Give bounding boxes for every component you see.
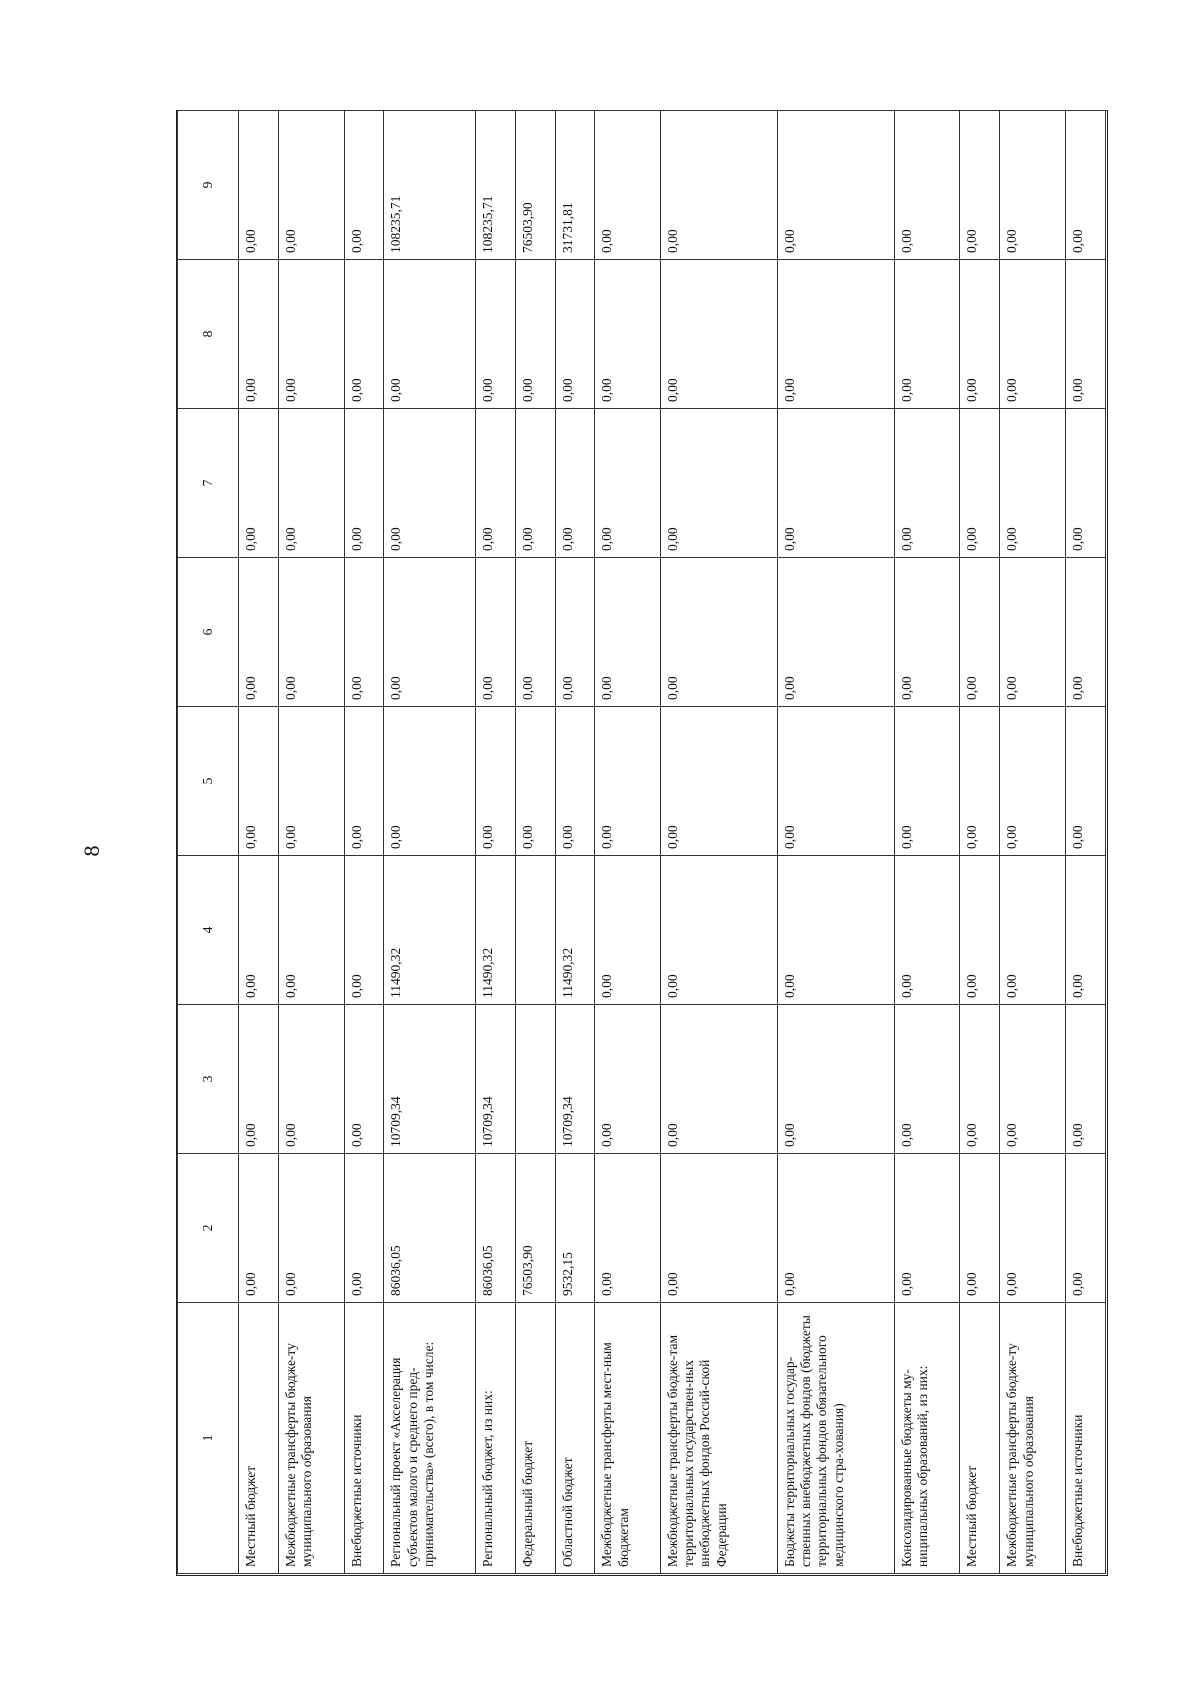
column-header: 1 <box>178 1303 239 1574</box>
table-cell: 0,00 <box>384 558 475 707</box>
table-cell <box>515 856 555 1005</box>
table-cell: 0,00 <box>894 1154 960 1303</box>
table-cell: 0,00 <box>595 856 661 1005</box>
table-cell: 0,00 <box>894 1005 960 1154</box>
table-cell: 0,00 <box>555 409 595 558</box>
table-cell: 0,00 <box>960 260 1000 409</box>
table-row <box>1065 111 1105 1574</box>
table-cell: 0,00 <box>239 558 279 707</box>
table-cell: 0,00 <box>1000 260 1066 409</box>
table-cell: 86036,05 <box>384 1154 475 1303</box>
column-header: 9 <box>178 111 239 260</box>
table-cell: 0,00 <box>894 260 960 409</box>
table-cell: 0,00 <box>278 1005 344 1154</box>
table-cell: 0,00 <box>239 1154 279 1303</box>
row-label: Внебюджетные источники <box>1065 1303 1105 1574</box>
table-cell: 0,00 <box>661 558 778 707</box>
table-row <box>894 111 960 1574</box>
table-cell: 0,00 <box>661 260 778 409</box>
table-cell: 0,00 <box>239 111 279 260</box>
table-cell: 0,00 <box>595 558 661 707</box>
row-label: Региональный бюджет, из них: <box>475 1303 515 1574</box>
table-cell: 0,00 <box>1065 856 1105 1005</box>
row-label: Межбюджетные трансферты бюдже-ту муниципального образования <box>278 1303 344 1574</box>
column-header: 2 <box>178 1154 239 1303</box>
column-header: 7 <box>178 409 239 558</box>
table-cell: 0,00 <box>960 111 1000 260</box>
table-cell: 0,00 <box>344 111 384 260</box>
table-cell: 0,00 <box>777 260 894 409</box>
table-cell: 10709,34 <box>384 1005 475 1154</box>
table-cell: 0,00 <box>278 111 344 260</box>
table-cell: 0,00 <box>278 1154 344 1303</box>
table-cell: 0,00 <box>777 1005 894 1154</box>
table-cell: 0,00 <box>777 111 894 260</box>
table-cell: 76503,90 <box>515 1154 555 1303</box>
table-cell: 0,00 <box>515 260 555 409</box>
table-cell: 0,00 <box>555 558 595 707</box>
table-cell: 31731,81 <box>555 111 595 260</box>
table-cell: 0,00 <box>777 409 894 558</box>
table-cell: 0,00 <box>278 260 344 409</box>
table-cell <box>515 1005 555 1154</box>
table-cell: 76503,90 <box>515 111 555 260</box>
table-cell: 0,00 <box>894 856 960 1005</box>
table-cell: 0,00 <box>278 409 344 558</box>
budget-table-frame <box>176 110 1108 1576</box>
table-cell: 0,00 <box>1000 409 1066 558</box>
column-header: 6 <box>178 558 239 707</box>
table-cell: 11490,32 <box>384 856 475 1005</box>
table-cell: 0,00 <box>475 558 515 707</box>
table-cell: 0,00 <box>960 1154 1000 1303</box>
table-cell: 0,00 <box>1000 111 1066 260</box>
table-cell: 108235,71 <box>384 111 475 260</box>
table-cell: 0,00 <box>595 260 661 409</box>
row-label: Межбюджетные трансферты бюдже-там территориальных государствен-ных внебюджетных фондов Россий-ской Федерации <box>661 1303 778 1574</box>
table-cell: 0,00 <box>344 707 384 856</box>
page-number: 8 <box>79 845 104 857</box>
table-cell: 0,00 <box>239 707 279 856</box>
row-label: Областной бюджет <box>555 1303 595 1574</box>
column-header: 3 <box>178 1005 239 1154</box>
table-cell: 11490,32 <box>555 856 595 1005</box>
table-cell: 0,00 <box>894 111 960 260</box>
table-cell: 0,00 <box>960 707 1000 856</box>
table-cell: 0,00 <box>595 111 661 260</box>
table-cell: 0,00 <box>1065 707 1105 856</box>
table-cell: 0,00 <box>515 707 555 856</box>
table-row <box>278 111 344 1574</box>
table-row <box>239 111 279 1574</box>
budget-table-rotated <box>177 111 1106 1574</box>
table-cell: 11490,32 <box>475 856 515 1005</box>
row-label: Местный бюджет <box>239 1303 279 1574</box>
table-cell: 10709,34 <box>555 1005 595 1154</box>
row-label: Межбюджетные трансферты бюдже-ту муниципального образования <box>1000 1303 1066 1574</box>
table-cell: 0,00 <box>475 260 515 409</box>
table-cell: 0,00 <box>475 707 515 856</box>
row-label: Местный бюджет <box>960 1303 1000 1574</box>
table-cell: 0,00 <box>1065 1005 1105 1154</box>
table-cell: 0,00 <box>960 856 1000 1005</box>
row-label: Консолидированные бюджеты му-ниципальных образований, из них: <box>894 1303 960 1574</box>
table-cell: 0,00 <box>384 260 475 409</box>
table-cell: 0,00 <box>1000 856 1066 1005</box>
table-cell: 0,00 <box>384 409 475 558</box>
table-cell: 0,00 <box>475 409 515 558</box>
table-cell: 0,00 <box>1000 1005 1066 1154</box>
table-cell: 0,00 <box>1065 1154 1105 1303</box>
table-cell: 0,00 <box>777 1154 894 1303</box>
table-cell: 0,00 <box>777 856 894 1005</box>
row-label: Региональный проект «Акселерация субъектов малого и среднего пред-принимательства» (всего), в том числе: <box>384 1303 475 1574</box>
table-body <box>239 111 1106 1574</box>
table-row <box>595 111 661 1574</box>
table-cell: 0,00 <box>239 1005 279 1154</box>
table-cell: 0,00 <box>239 260 279 409</box>
table-cell: 0,00 <box>595 1154 661 1303</box>
table-cell: 0,00 <box>661 707 778 856</box>
table-cell: 0,00 <box>1000 558 1066 707</box>
table-cell: 0,00 <box>515 409 555 558</box>
table-cell: 0,00 <box>661 111 778 260</box>
table-cell: 0,00 <box>894 409 960 558</box>
table-cell: 0,00 <box>239 856 279 1005</box>
table-row <box>344 111 384 1574</box>
table-cell: 0,00 <box>239 409 279 558</box>
table-cell: 0,00 <box>960 1005 1000 1154</box>
table-cell: 0,00 <box>344 260 384 409</box>
budget-table <box>177 110 1106 1574</box>
table-cell: 0,00 <box>661 1154 778 1303</box>
column-header: 5 <box>178 707 239 856</box>
table-cell: 0,00 <box>661 856 778 1005</box>
table-cell: 0,00 <box>555 260 595 409</box>
table-cell: 0,00 <box>777 558 894 707</box>
table-cell: 0,00 <box>595 1005 661 1154</box>
table-row <box>661 111 778 1574</box>
table-cell: 10709,34 <box>475 1005 515 1154</box>
table-cell: 0,00 <box>661 409 778 558</box>
table-cell: 0,00 <box>894 558 960 707</box>
table-cell: 0,00 <box>278 856 344 1005</box>
table-cell: 0,00 <box>515 558 555 707</box>
column-header: 4 <box>178 856 239 1005</box>
row-label: Внебюджетные источники <box>344 1303 384 1574</box>
table-cell: 0,00 <box>1065 111 1105 260</box>
table-cell: 0,00 <box>278 558 344 707</box>
column-header: 8 <box>178 260 239 409</box>
table-cell: 0,00 <box>344 856 384 1005</box>
row-label: Межбюджетные трансферты мест-ным бюджетам <box>595 1303 661 1574</box>
table-cell: 0,00 <box>555 707 595 856</box>
table-row <box>384 111 475 1574</box>
table-cell: 0,00 <box>960 558 1000 707</box>
table-row <box>1000 111 1066 1574</box>
table-cell: 0,00 <box>1065 260 1105 409</box>
table-cell: 0,00 <box>595 707 661 856</box>
table-cell: 0,00 <box>661 1005 778 1154</box>
table-cell: 0,00 <box>894 707 960 856</box>
table-row <box>777 111 894 1574</box>
table-cell: 0,00 <box>595 409 661 558</box>
table-cell: 0,00 <box>278 707 344 856</box>
table-cell: 108235,71 <box>475 111 515 260</box>
row-label: Федеральный бюджет <box>515 1303 555 1574</box>
table-cell: 0,00 <box>777 707 894 856</box>
table-cell: 0,00 <box>344 1005 384 1154</box>
header-row <box>178 111 239 1574</box>
table-cell: 0,00 <box>344 1154 384 1303</box>
table-cell: 0,00 <box>344 558 384 707</box>
table-cell: 0,00 <box>1000 707 1066 856</box>
table-cell: 0,00 <box>384 707 475 856</box>
table-cell: 0,00 <box>960 409 1000 558</box>
table-cell: 0,00 <box>1000 1154 1066 1303</box>
table-cell: 0,00 <box>1065 558 1105 707</box>
table-row <box>960 111 1000 1574</box>
row-label: Бюджеты территориальных государ-ственных внебюджетных фондов (бюджеты территориальных фондов обязательного медицинского стра-хования) <box>777 1303 894 1574</box>
table-cell: 9532,15 <box>555 1154 595 1303</box>
table-row <box>475 111 515 1574</box>
table-cell: 0,00 <box>1065 409 1105 558</box>
table-cell: 86036,05 <box>475 1154 515 1303</box>
table-cell: 0,00 <box>344 409 384 558</box>
table-row <box>555 111 595 1574</box>
table-row <box>515 111 555 1574</box>
